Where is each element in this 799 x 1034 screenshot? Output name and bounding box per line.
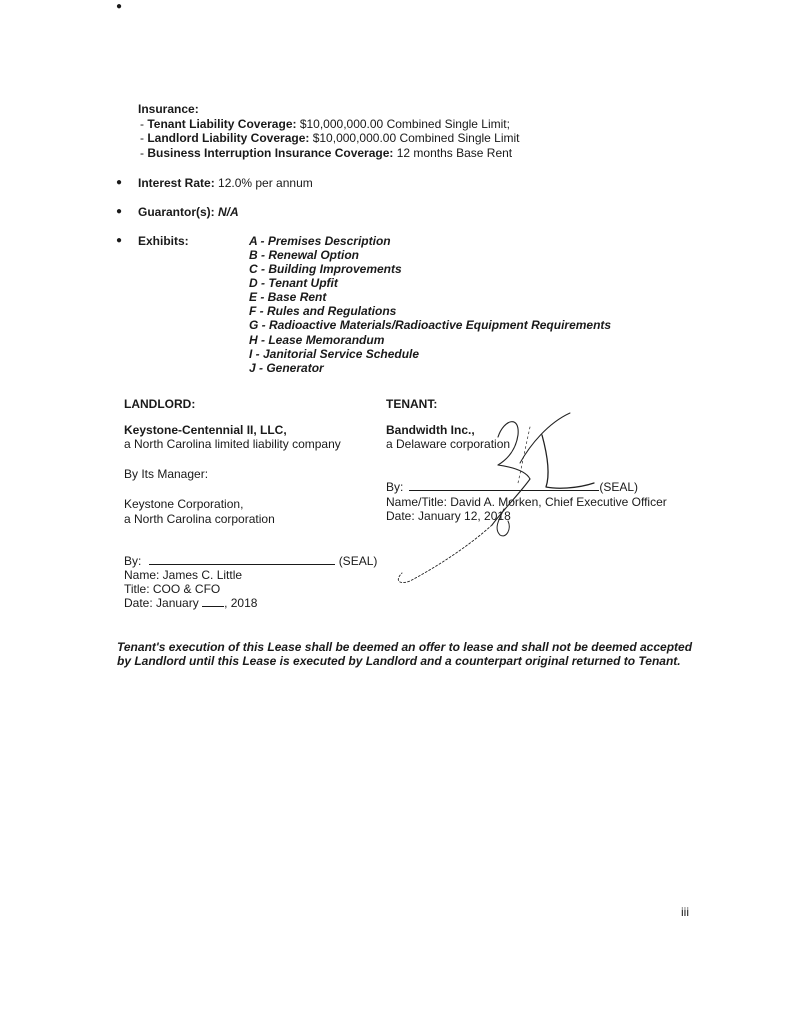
exhibit-item: I - Janitorial Service Schedule (249, 347, 420, 361)
page-number: iii (681, 905, 689, 919)
tenant-name: Bandwidth Inc., (386, 423, 475, 437)
landlord-signer-name: Name: James C. Little (124, 568, 243, 582)
exhibit-item: J - Generator (249, 361, 324, 375)
landlord-signature-line: By: (SEAL) (124, 554, 378, 568)
guarantor: Guarantor(s): N/A (138, 205, 239, 219)
tenant-description: a Delaware corporation (386, 437, 511, 451)
insurance-item: - Business Interruption Insurance Coverage: 12 months Base Rent (140, 146, 513, 160)
date-blank (202, 606, 224, 607)
bullet-icon: ● (116, 177, 123, 188)
manager-description: a North Carolina corporation (124, 512, 275, 526)
landlord-by-manager: By Its Manager: (124, 467, 209, 481)
exhibit-item: C - Building Improvements (249, 262, 402, 276)
exhibit-item: H - Lease Memorandum (249, 333, 385, 347)
landlord-signer-title: Title: COO & CFO (124, 582, 221, 596)
tenant-heading: TENANT: (386, 397, 438, 411)
interest-rate: Interest Rate: 12.0% per annum (138, 176, 313, 190)
bullet-icon: ● (116, 235, 123, 246)
landlord-heading: LANDLORD: (124, 397, 196, 411)
exhibits-label: Exhibits: (138, 234, 189, 248)
exhibit-item: F - Rules and Regulations (249, 304, 397, 318)
exhibit-item: A - Premises Description (249, 234, 391, 248)
exhibit-item: D - Tenant Upfit (249, 276, 338, 290)
tenant-name-title: Name/Title: David A. Morken, Chief Executive Officer (386, 495, 667, 509)
exhibit-item: E - Base Rent (249, 290, 327, 304)
execution-notice: Tenant's execution of this Lease shall be deemed an offer to lease and shall not be deemed accepted by Landlord until this Lease is executed by Landlord and a counterpart original returned to Tenant. (117, 640, 693, 668)
landlord-date: Date: January , 2018 (124, 596, 258, 610)
landlord-description: a North Carolina limited liability company (124, 437, 341, 451)
manager-name: Keystone Corporation, (124, 497, 244, 511)
landlord-name: Keystone-Centennial II, LLC, (124, 423, 287, 437)
signature-blank (409, 490, 599, 491)
tenant-signature-line: By: (SEAL) (386, 480, 639, 494)
exhibit-item: G - Radioactive Materials/Radioactive Equipment Requirements (249, 318, 612, 332)
tenant-date: Date: January 12, 2018 (386, 509, 511, 523)
insurance-label: Insurance: (138, 102, 199, 116)
exhibit-item: B - Renewal Option (249, 248, 360, 262)
signature-blank (149, 564, 335, 565)
insurance-item: - Landlord Liability Coverage: $10,000,000.00 Combined Single Limit (140, 131, 520, 145)
bullet-icon: ● (116, 206, 123, 217)
bullet-icon: ● (116, 1, 123, 12)
insurance-item: - Tenant Liability Coverage: $10,000,000.00 Combined Single Limit; (140, 117, 510, 131)
